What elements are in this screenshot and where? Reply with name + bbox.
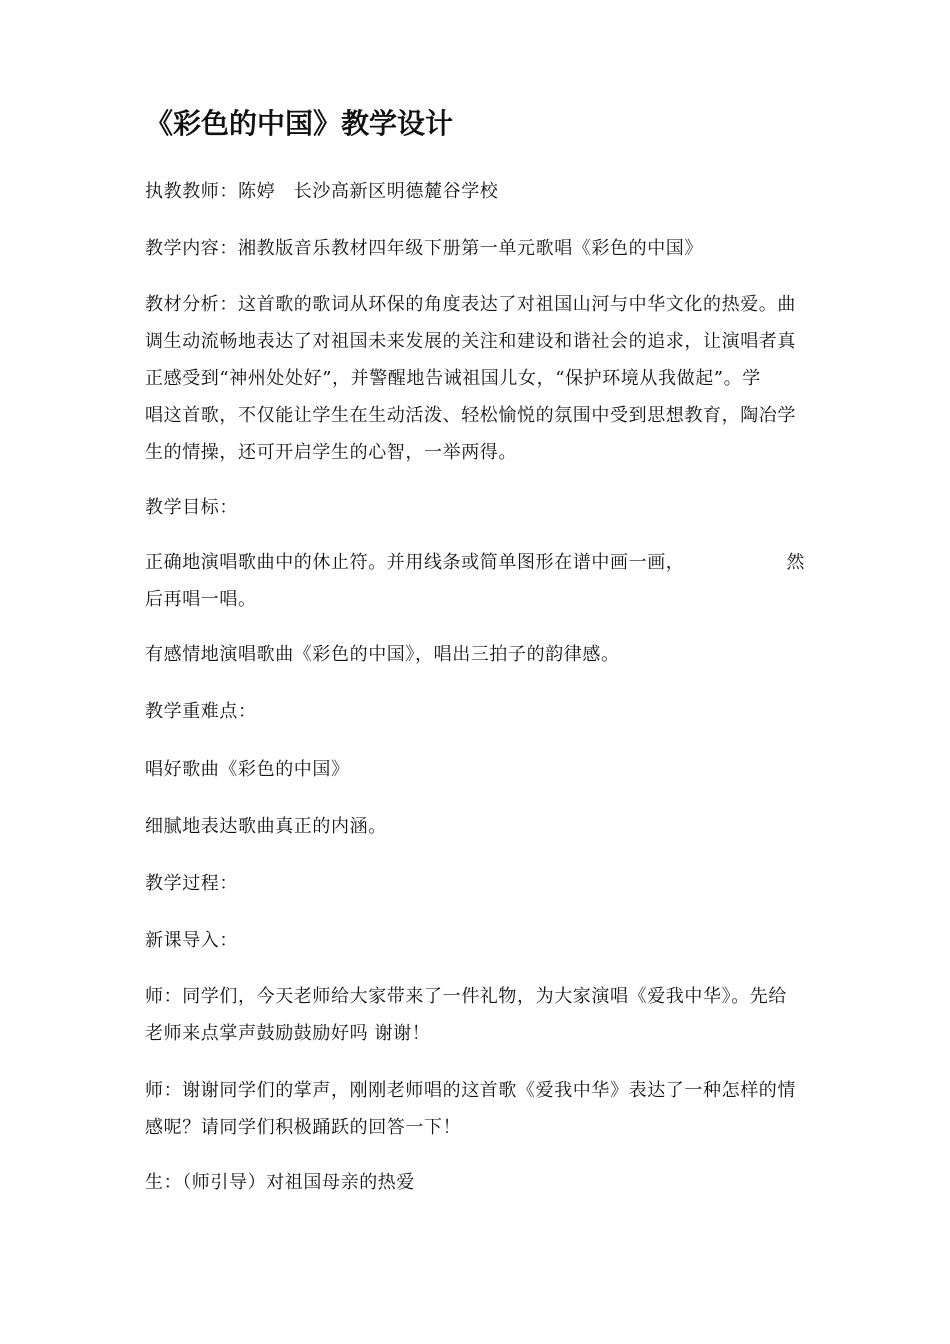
objective-1 [145,544,805,618]
teacher-paragraph-1 [145,978,805,1052]
student-answer: 生：（师引导）对祖国母亲的热爱 [145,1172,415,1193]
analysis-line: 调生动流畅地表达了对祖国未来发展的关注和建设和谐社会的追求，让演唱者真 [145,331,796,352]
teacher-paragraph-1-line: 老师来点掌声鼓励鼓励好吗 谢谢！ [145,1023,431,1044]
objective-1-tail: 然 [786,552,805,573]
keypoints-heading: 教学重难点： [145,701,257,722]
analysis-line: 正感受到“神州处处好”，并警醒地告诫祖国儿女，“保护环境从我做起”。学 [145,368,761,389]
material-analysis [145,286,805,471]
objective-2: 有感情地演唱歌曲《彩色的中国》，唱出三拍子的韵律感。 [145,644,620,665]
teaching-content: 教学内容：湘教版音乐教材四年级下册第一单元歌唱《彩色的中国》 [145,238,703,259]
objective-1-line-1 [145,544,805,581]
teacher-info: 执教教师：陈婷 长沙高新区明德麓谷学校 [145,181,499,202]
analysis-line: 生的情操，还可开启学生的心智，一举两得。 [145,442,517,463]
objective-1-line-2: 后再唱一唱。 [145,589,257,610]
teacher-paragraph-2 [145,1072,805,1146]
intro-heading: 新课导入： [145,930,238,951]
process-heading: 教学过程： [145,873,238,894]
objectives-heading: 教学目标： [145,497,238,518]
objective-1-text: 正确地演唱歌曲中的休止符。并用线条或简单图形在谱中画一画， [145,552,685,573]
teacher-paragraph-1-line: 师：同学们，今天老师给大家带来了一件礼物，为大家演唱《爱我中华》。先给 [145,986,787,1007]
teacher-paragraph-2-line: 感呢？请同学们积极踊跃的回答一下！ [145,1117,462,1138]
teacher-paragraph-2-line: 师：谢谢同学们的掌声，刚刚老师唱的这首歌《爱我中华》表达了一种怎样的情 [145,1080,796,1101]
document-title: 《彩色的中国》教学设计 [145,107,454,140]
analysis-line: 教材分析：这首歌的歌词从环保的角度表达了对祖国山河与中华文化的热爱。曲 [145,294,796,315]
keypoint-1: 唱好歌曲《彩色的中国》 [145,759,350,780]
analysis-line: 唱这首歌，不仅能让学生在生动活泼、轻松愉悦的氛围中受到思想教育，陶冶学 [145,405,796,426]
keypoint-2: 细腻地表达歌曲真正的内涵。 [145,816,387,837]
